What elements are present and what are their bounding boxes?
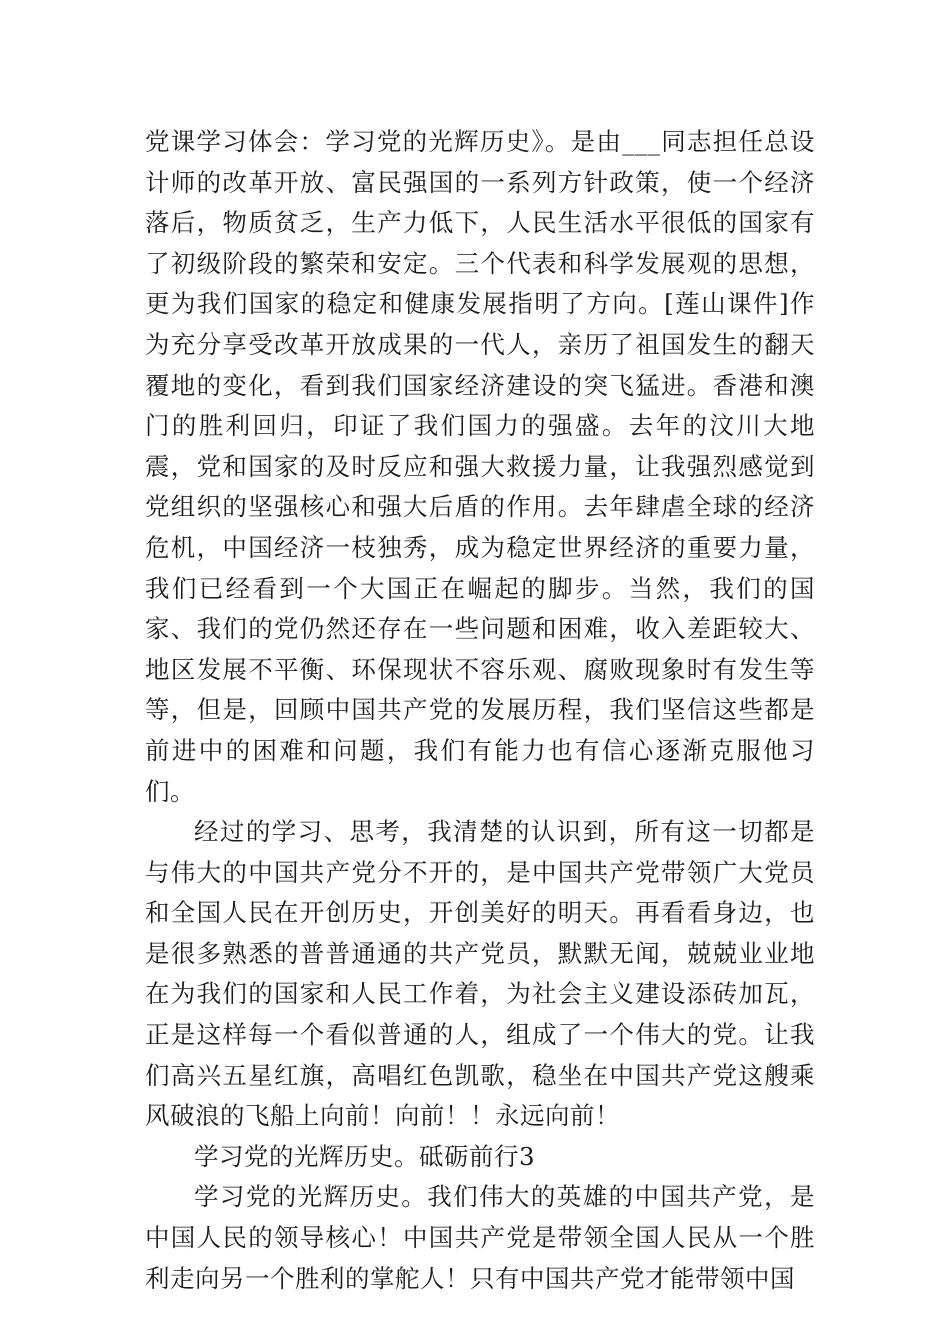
paragraph-1: 党课学习体会：学习党的光辉历史》。是由___同志担任总设计师的改革开放、富民强国的一系列方针政策，使一个经济落后，物质贫乏，生产力低下，人民生活水平很低的国家有了初级阶段的繁荣和安定。三个代表和科学发展观的思想，更为我们国家的稳定和健康发展指明了方向。[莲山课件]作为充分享受改革开放成果的一代人，亲历了祖国发生的翻天覆地的变化，看到我们国家经济建设的突飞猛进。香港和澳门的胜利回归，印证了我们国力的强盛。去年的汶川大地震，党和国家的及时反应和强大救援力量，让我强烈感觉到党组织的坚强核心和强大后盾的作用。去年肆虐全球的经济危机，中国经济一枝独秀，成为稳定世界经济的重要力量，我们已经看到一个大国正在崛起的脚步。当然，我们的国家、我们的党仍然还存在一些问题和困难，收入差距较大、地区发展不平衡、环保现状不容乐观、腐败现象时有发生等等，但是，回顾中国共产党的发展历程，我们坚信这些都是前进中的困难和问题，我们有能力也有信心逐渐克服他习们。: [145, 127, 815, 806]
paragraph-3: 学习党的光辉历史。我们伟大的英雄的中国共产党，是中国人民的领导核心！中国共产党是带领全国人民从一个胜利走向另一个胜利的掌舵人！只有中国共产党才能带领中国: [145, 1182, 815, 1293]
paragraph-2: 经过的学习、思考，我清楚的认识到，所有这一切都是与伟大的中国共产党分不开的，是中国共产党带领广大党员和全国人民在开创历史，开创美好的明天。再看看身边，也是很多熟悉的普普通通的共产党员，默默无闻，兢兢业业地在为我们的国家和人民工作着，为社会主义建设添砖加瓦，正是这样每一个看似普通的人，组成了一个伟大的党。让我们高兴五星红旗，高唱红色凯歌，稳坐在中国共产党这艘乘风破浪的飞船上向前！向前！！永远向前！: [145, 817, 815, 1131]
document-body: [145, 122, 815, 1299]
section-heading: 学习党的光辉历史。砥砺前行3: [194, 1141, 536, 1171]
